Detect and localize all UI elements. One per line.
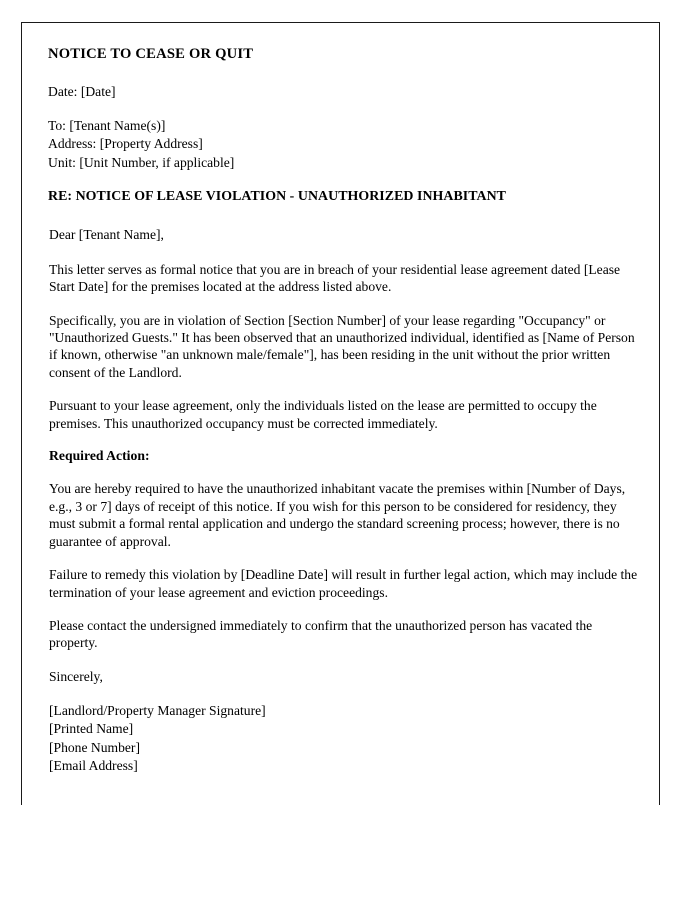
paragraph-contact-request: Please contact the undersigned immediately to confirm that the unauthorized person has vacated the property.	[49, 617, 593, 651]
paragraph-occupancy-rule: Pursuant to your lease agreement, only the individuals listed on the lease are permitted to occupy the premises. This unauthorized occupancy must be corrected immediately.	[49, 398, 597, 431]
recipient-block	[48, 117, 644, 172]
page-title: NOTICE TO CEASE OR QUIT	[48, 46, 254, 62]
signature-block	[48, 702, 644, 775]
letter-body	[48, 45, 644, 775]
paragraph-breach-notice: This letter serves as formal notice that you are in breach of your residential lease agreement dated [Lease Start Date] for the premises located at the address listed above.	[49, 261, 621, 295]
signature-line: [Landlord/Property Manager Signature]	[49, 703, 266, 719]
closing-salutation: Sincerely,	[49, 668, 103, 684]
printed-name-line: [Printed Name]	[49, 721, 134, 737]
date-block	[48, 83, 644, 101]
recipient-to-line: To: [Tenant Name(s)]	[48, 118, 166, 134]
paragraph-required-action: You are hereby required to have the unauthorized inhabitant vacate the premises within [Number of Days, e.g., 3 or 7] days of receipt of this notice. If you wish for this person to be considered for residency, they must submit a formal rental application and undergo the standard screening process; however, there is no guarantee of approval.	[49, 481, 626, 549]
recipient-address-line: Address: [Property Address]	[48, 136, 203, 152]
paragraph-violation-details: Specifically, you are in violation of Section [Section Number] of your lease regarding "Occupancy" or "Unauthorized Guests." It has been observed that an unauthorized individual, identified as [Name of Person if known, otherwise "an unknown male/female"], has been residing in the unit without the prior written consent of the Landlord.	[49, 312, 635, 380]
salutation: Dear [Tenant Name],	[49, 226, 164, 242]
email-address-line: [Email Address]	[49, 757, 138, 773]
recipient-unit-line: Unit: [Unit Number, if applicable]	[48, 154, 235, 170]
subject-line: RE: NOTICE OF LEASE VIOLATION - UNAUTHORIZED INHABITANT	[48, 188, 506, 204]
date-line: Date: [Date]	[48, 84, 116, 99]
paragraph-failure-consequence: Failure to remedy this violation by [Deadline Date] will result in further legal action, which may include the termination of your lease agreement and eviction proceedings.	[49, 567, 638, 600]
required-action-heading: Required Action:	[49, 448, 150, 464]
phone-number-line: [Phone Number]	[49, 739, 140, 755]
